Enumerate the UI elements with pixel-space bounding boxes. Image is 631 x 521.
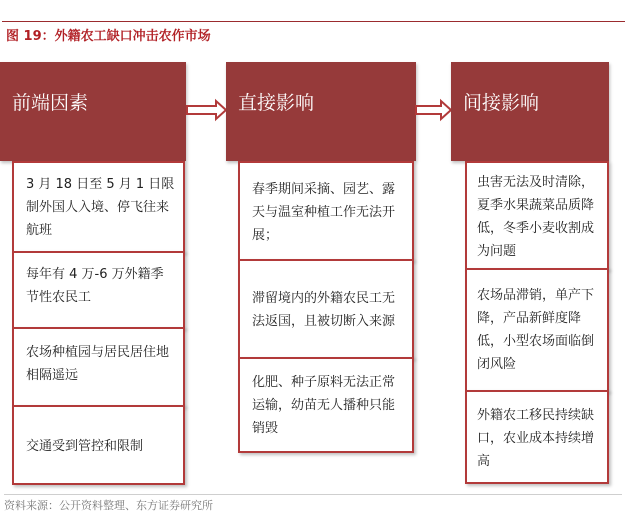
indirect-impact-box bbox=[465, 161, 609, 270]
direct-impact-box bbox=[238, 357, 414, 453]
arrow-right-icon bbox=[415, 98, 453, 122]
box-text: 农场种植园与居民居住地相隔遥远 bbox=[26, 345, 170, 383]
direct-impact-box bbox=[238, 259, 414, 359]
front-factor-box bbox=[12, 251, 185, 329]
front-factor-box bbox=[12, 327, 185, 407]
header-label: 直接影响 bbox=[238, 92, 315, 114]
box-text: 交通受到管控和限制 bbox=[26, 439, 144, 454]
indirect-impact-box bbox=[465, 268, 609, 392]
header-label: 间接影响 bbox=[463, 92, 540, 114]
indirect-impact-box bbox=[465, 390, 609, 484]
box-text: 春季期间采摘、园艺、露天与温室种植工作无法开展； bbox=[252, 182, 396, 243]
box-text: 外籍农工移民持续缺口，农业成本持续增高 bbox=[477, 408, 595, 469]
header-label: 前端因素 bbox=[12, 92, 89, 114]
arrow-right-icon bbox=[186, 98, 228, 122]
front-factor-box bbox=[12, 405, 185, 485]
source-note: 资料来源：公开资料整理、东方证券研究所 bbox=[4, 494, 622, 513]
direct-impact-box bbox=[238, 161, 414, 261]
header-indirect-impact bbox=[451, 62, 609, 161]
box-text: 滞留境内的外籍农民工无法返国，且被切断入来源 bbox=[252, 291, 396, 329]
front-factor-box bbox=[12, 161, 185, 253]
box-text: 农场品滞销，单产下降，产品新鲜度降低，小型农场面临倒闭风险 bbox=[477, 288, 595, 372]
top-rule bbox=[2, 21, 625, 22]
box-text: 3 月 18 日至 5 月 1 日限制外国人入境、停飞往来航班 bbox=[26, 177, 175, 238]
header-direct-impact bbox=[226, 62, 416, 161]
box-text: 化肥、种子原料无法正常运输，幼苗无人播种只能销毁 bbox=[252, 375, 396, 436]
header-front-factors bbox=[0, 62, 186, 161]
figure-title: 图 19：外籍农工缺口冲击农作市场 bbox=[6, 29, 211, 44]
box-text: 每年有 4 万-6 万外籍季节性农民工 bbox=[26, 267, 164, 305]
box-text: 虫害无法及时清除，夏季水果蔬菜品质降低，冬季小麦收割成为问题 bbox=[477, 175, 595, 259]
